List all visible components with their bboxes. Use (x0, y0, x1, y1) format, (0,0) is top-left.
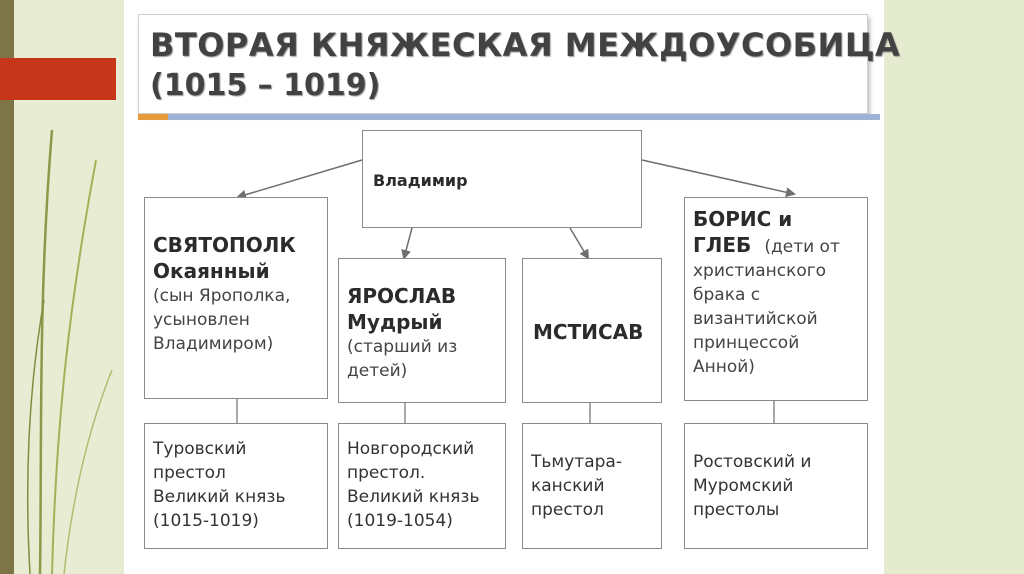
throne-line: (1015-1019) (153, 511, 259, 531)
svyatopolk-note-line: (сын Ярополка, (153, 286, 291, 306)
mstislav-name: МСТИСАВ (533, 320, 644, 344)
svyatopolk-epithet: Окаянный (153, 259, 270, 283)
slide-title: ВТОРАЯ КНЯЖЕСКАЯ МЕЖДОУСОБИЦА (150, 26, 901, 64)
throne-line: Туровский (153, 439, 247, 459)
boris-gleb-note-line: брака с (693, 285, 761, 305)
throne-mstislav (522, 423, 662, 549)
throne-line: Муромский (693, 476, 794, 496)
throne-yaroslav (338, 423, 506, 549)
boris-gleb-name: БОРИС и (693, 207, 793, 231)
throne-line: Тьмутара- (531, 452, 622, 472)
edge-root-to-svyatopolk (238, 160, 362, 197)
node-yaroslav (338, 258, 506, 403)
svyatopolk-note-line: Владимиром) (153, 334, 274, 354)
throne-line: престолы (693, 500, 780, 520)
throne-line: Великий князь (347, 487, 480, 507)
throne-line: канский (531, 476, 605, 496)
boris-gleb-note-line: христианского (693, 261, 827, 281)
boris-gleb-note-line: принцессой (693, 333, 800, 353)
svyatopolk-note-line: усыновлен (153, 310, 250, 330)
node-boris-gleb (684, 197, 868, 401)
edge-root-to-yaroslav (404, 228, 412, 258)
throne-line: престол (153, 463, 226, 483)
svyatopolk-name: СВЯТОПОЛК (153, 233, 296, 257)
boris-gleb-note-line: византийской (693, 309, 818, 329)
yaroslav-epithet: Мудрый (347, 310, 443, 334)
node-svyatopolk (144, 197, 328, 399)
yaroslav-note-line: (старший из (347, 337, 458, 357)
throne-boris-gleb (684, 423, 868, 549)
throne-line: Ростовский и (693, 452, 812, 472)
yaroslav-name: ЯРОСЛАВ (347, 284, 457, 308)
throne-line: престол (531, 500, 604, 520)
throne-line: престол. (347, 463, 426, 483)
throne-line: (1019-1054) (347, 511, 453, 531)
throne-line: Новгородский (347, 439, 475, 459)
node-mstislav (522, 258, 662, 403)
boris-gleb-note-inline: (дети от (764, 237, 840, 257)
slide-subtitle: (1015 – 1019) (150, 68, 381, 103)
edge-root-to-mstislav (570, 228, 588, 258)
node-vladimir (362, 130, 642, 228)
node-vladimir-name: Владимир (373, 171, 468, 190)
yaroslav-note-line: детей) (347, 361, 408, 381)
boris-gleb-name-line2: ГЛЕБ (693, 233, 752, 257)
throne-line: Великий князь (153, 487, 286, 507)
boris-gleb-note-line: Анной) (693, 357, 755, 377)
throne-svyatopolk (144, 423, 328, 549)
edge-root-to-boris-gleb (642, 160, 794, 194)
